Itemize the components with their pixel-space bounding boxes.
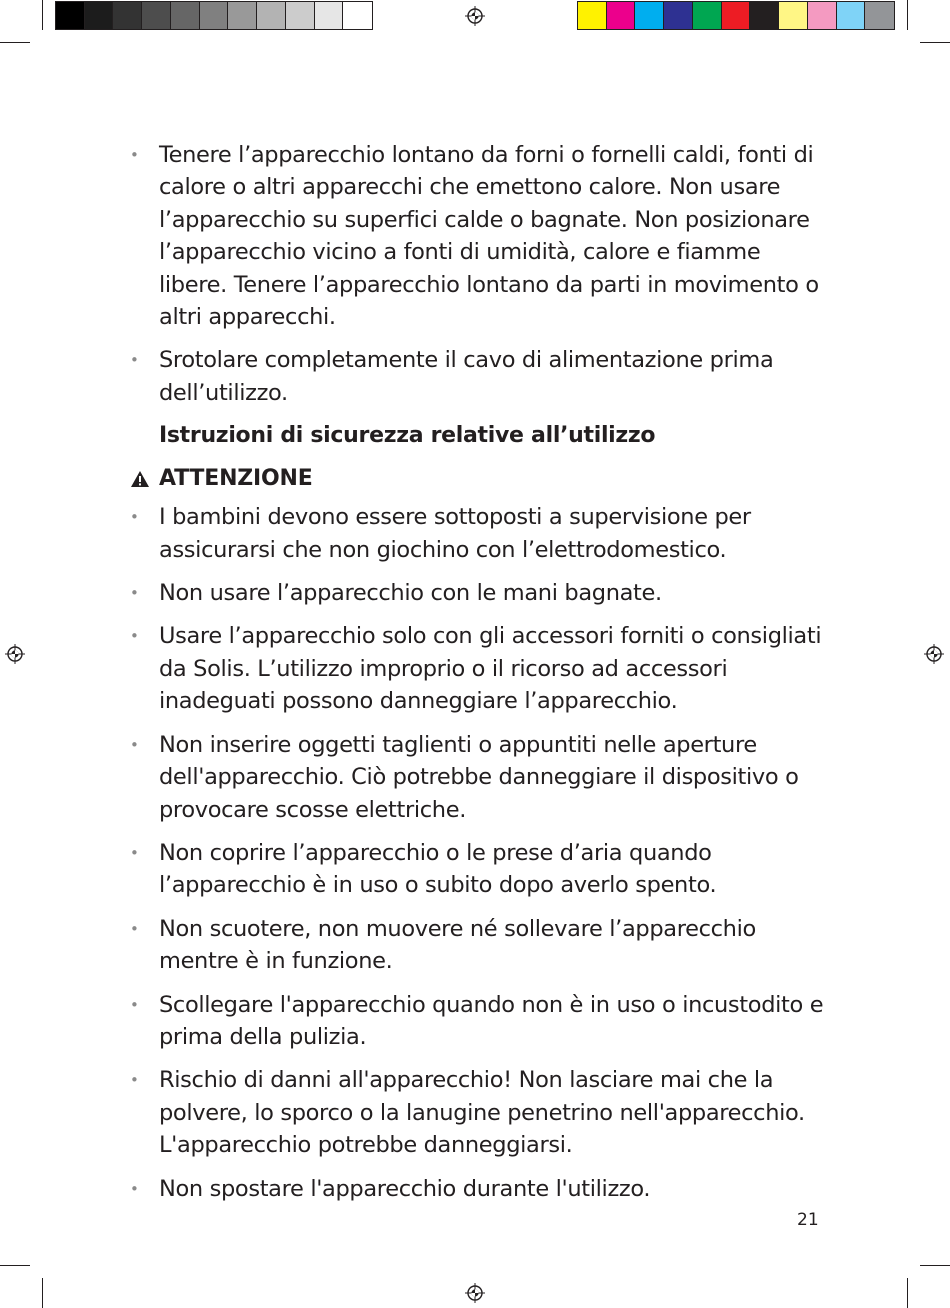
list-item xyxy=(130,344,830,409)
bullet: • xyxy=(130,351,139,370)
registration-mark-icon xyxy=(924,644,944,664)
registration-mark-icon xyxy=(465,6,485,26)
registration-mark-icon xyxy=(465,1283,485,1303)
color-swatch xyxy=(315,2,344,29)
item-text: Tenere l’apparecchio lontano da forni o fornelli caldi, fonti di calore o altri apparecchi che emettono calore. Non usare l’apparecchio su superfici calde o bagnate. Non posizionare l’apparecchio vicino a fonti di umidità, calore e fiamme libere. Tenere l’apparecchio lontano da parti in movimento o altri apparecchi. xyxy=(159,142,819,331)
color-swatch xyxy=(635,2,664,29)
page-content xyxy=(130,139,830,1216)
list-item xyxy=(130,501,830,566)
color-swatch xyxy=(56,2,85,29)
warning-label xyxy=(130,463,830,495)
bullet: • xyxy=(130,1179,139,1198)
color-swatch xyxy=(257,2,286,29)
bullet: • xyxy=(130,919,139,938)
color-swatch xyxy=(228,2,257,29)
crop-mark xyxy=(42,0,43,30)
warning-triangle-icon xyxy=(130,470,150,488)
section-heading: Istruzioni di sicurezza relative all’utilizzo xyxy=(159,423,656,449)
list-item xyxy=(130,913,830,978)
color-swatch xyxy=(779,2,808,29)
color-swatch xyxy=(837,2,866,29)
crop-mark xyxy=(907,1278,908,1308)
color-swatch xyxy=(578,2,607,29)
item-text: Usare l’apparecchio solo con gli accessori forniti o consigliati da Solis. L’utilizzo improprio o il ricorso ad accessori inadeguati possono danneggiare l’apparecchio. xyxy=(159,623,822,715)
bullet: • xyxy=(130,146,139,164)
color-swatch xyxy=(286,2,315,29)
bullet: • xyxy=(130,584,139,603)
list-item xyxy=(130,1173,830,1205)
list-item xyxy=(130,729,830,826)
crop-mark xyxy=(0,1265,30,1266)
color-swatch xyxy=(693,2,722,29)
grayscale-color-bar xyxy=(55,1,373,30)
safety-list-general xyxy=(130,139,830,409)
bullet: • xyxy=(130,508,139,527)
bullet: • xyxy=(130,735,139,754)
bullet: • xyxy=(130,843,139,862)
bullet: • xyxy=(130,627,139,646)
item-text: Non inserire oggetti taglienti o appuntiti nelle aperture dell'apparecchio. Ciò potrebbe danneggiare il dispositivo o provocare scosse elettriche. xyxy=(159,731,799,823)
registration-mark-icon xyxy=(5,644,25,664)
warning-text: ATTENZIONE xyxy=(159,466,313,492)
color-swatch xyxy=(343,2,372,29)
color-swatch xyxy=(865,2,894,29)
item-text: Non coprire l’apparecchio o le prese d’aria quando l’apparecchio è in uso o subito dopo averlo spento. xyxy=(159,839,717,899)
bullet: • xyxy=(130,995,139,1014)
item-text: Srotolare completamente il cavo di alimentazione prima dell’utilizzo. xyxy=(159,347,774,406)
color-swatch xyxy=(200,2,229,29)
crop-mark xyxy=(920,1265,950,1266)
list-item xyxy=(130,139,830,333)
list-item xyxy=(130,837,830,902)
page-number: 21 xyxy=(797,1210,819,1230)
list-item xyxy=(130,620,830,717)
crop-mark xyxy=(0,42,30,43)
crop-mark xyxy=(907,0,908,30)
list-item xyxy=(130,577,830,609)
color-swatch xyxy=(750,2,779,29)
color-swatch xyxy=(664,2,693,29)
list-item xyxy=(130,1064,830,1161)
item-text: Non scuotere, non muovere né sollevare l’apparecchio mentre è in funzione. xyxy=(159,915,756,975)
item-text: Non usare l’apparecchio con le mani bagnate. xyxy=(159,580,662,607)
list-item xyxy=(130,989,830,1054)
color-swatch xyxy=(113,2,142,29)
color-swatch xyxy=(142,2,171,29)
color-swatch xyxy=(607,2,636,29)
process-color-bar xyxy=(577,1,895,30)
color-swatch xyxy=(722,2,751,29)
crop-mark xyxy=(920,42,950,43)
safety-list-usage xyxy=(130,501,830,1205)
bullet: • xyxy=(130,1071,139,1090)
color-swatch xyxy=(85,2,114,29)
color-swatch xyxy=(171,2,200,29)
crop-mark xyxy=(42,1278,43,1308)
color-swatch xyxy=(808,2,837,29)
item-text: Rischio di danni all'apparecchio! Non lasciare mai che la polvere, lo sporco o la lanugine penetrino nell'apparecchio. L'apparecchio potrebbe danneggiarsi. xyxy=(159,1067,805,1159)
item-text: I bambini devono essere sottoposti a supervisione per assicurarsi che non giochino con l’elettrodomestico. xyxy=(159,504,751,563)
item-text: Scollegare l'apparecchio quando non è in uso o incustodito e prima della pulizia. xyxy=(159,991,824,1050)
item-text: Non spostare l'apparecchio durante l'utilizzo. xyxy=(159,1175,651,1202)
